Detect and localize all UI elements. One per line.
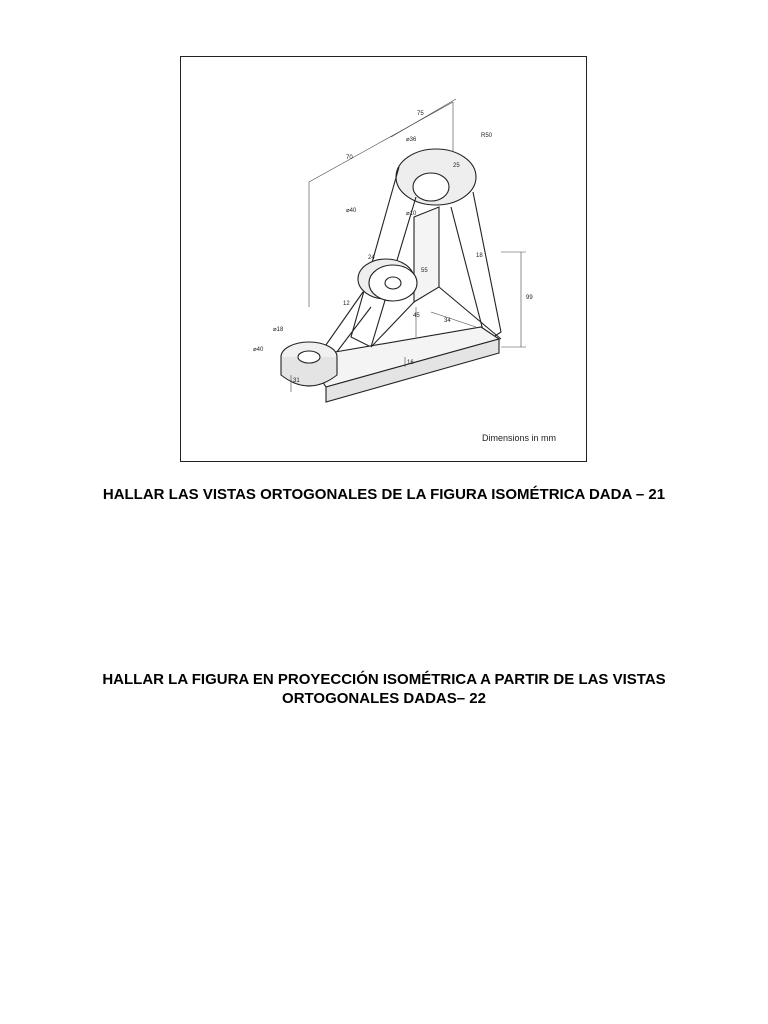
dim-d10: ⌀10 — [406, 211, 417, 217]
dim-d36: ⌀36 — [406, 137, 417, 143]
dim-d40b: ⌀40 — [253, 347, 264, 353]
vertical-plate — [414, 207, 439, 302]
dim-24: 24 — [368, 255, 375, 261]
exercise-22-title — [30, 670, 738, 708]
exercise-22-title-line1: HALLAR LA FIGURA EN PROYECCIÓN ISOMÉTRICA A PARTIR DE LAS VISTAS — [102, 671, 666, 688]
top-hole — [413, 173, 449, 201]
exercise-22-title-line2: ORTOGONALES DADAS– 22 — [282, 690, 486, 707]
dimensions-note: Dimensions in mm — [481, 433, 556, 443]
middle-hole — [385, 277, 401, 289]
dim-31: 31 — [293, 378, 300, 384]
dim-d40a: ⌀40 — [346, 208, 357, 214]
dim-18: 18 — [476, 253, 483, 259]
dim-12: 12 — [343, 301, 350, 307]
isometric-drawing-frame — [180, 56, 587, 462]
left-hole — [298, 351, 320, 363]
right-leg — [451, 192, 501, 342]
dim-45: 45 — [413, 313, 420, 319]
dim-25: 25 — [453, 163, 460, 169]
dim-16: 16 — [407, 360, 414, 366]
dim-r50: R50 — [481, 133, 493, 139]
dim-d18b: ⌀18 — [273, 327, 284, 333]
dim-70: 70 — [346, 155, 353, 161]
isometric-drawing — [181, 57, 585, 460]
exercise-21-title: HALLAR LAS VISTAS ORTOGONALES DE LA FIGURA ISOMÉTRICA DADA – 21 — [102, 486, 666, 503]
dim-75: 75 — [417, 111, 424, 117]
dim-55: 55 — [421, 268, 428, 274]
dim-34: 34 — [444, 318, 451, 324]
dim-99: 99 — [526, 295, 533, 301]
